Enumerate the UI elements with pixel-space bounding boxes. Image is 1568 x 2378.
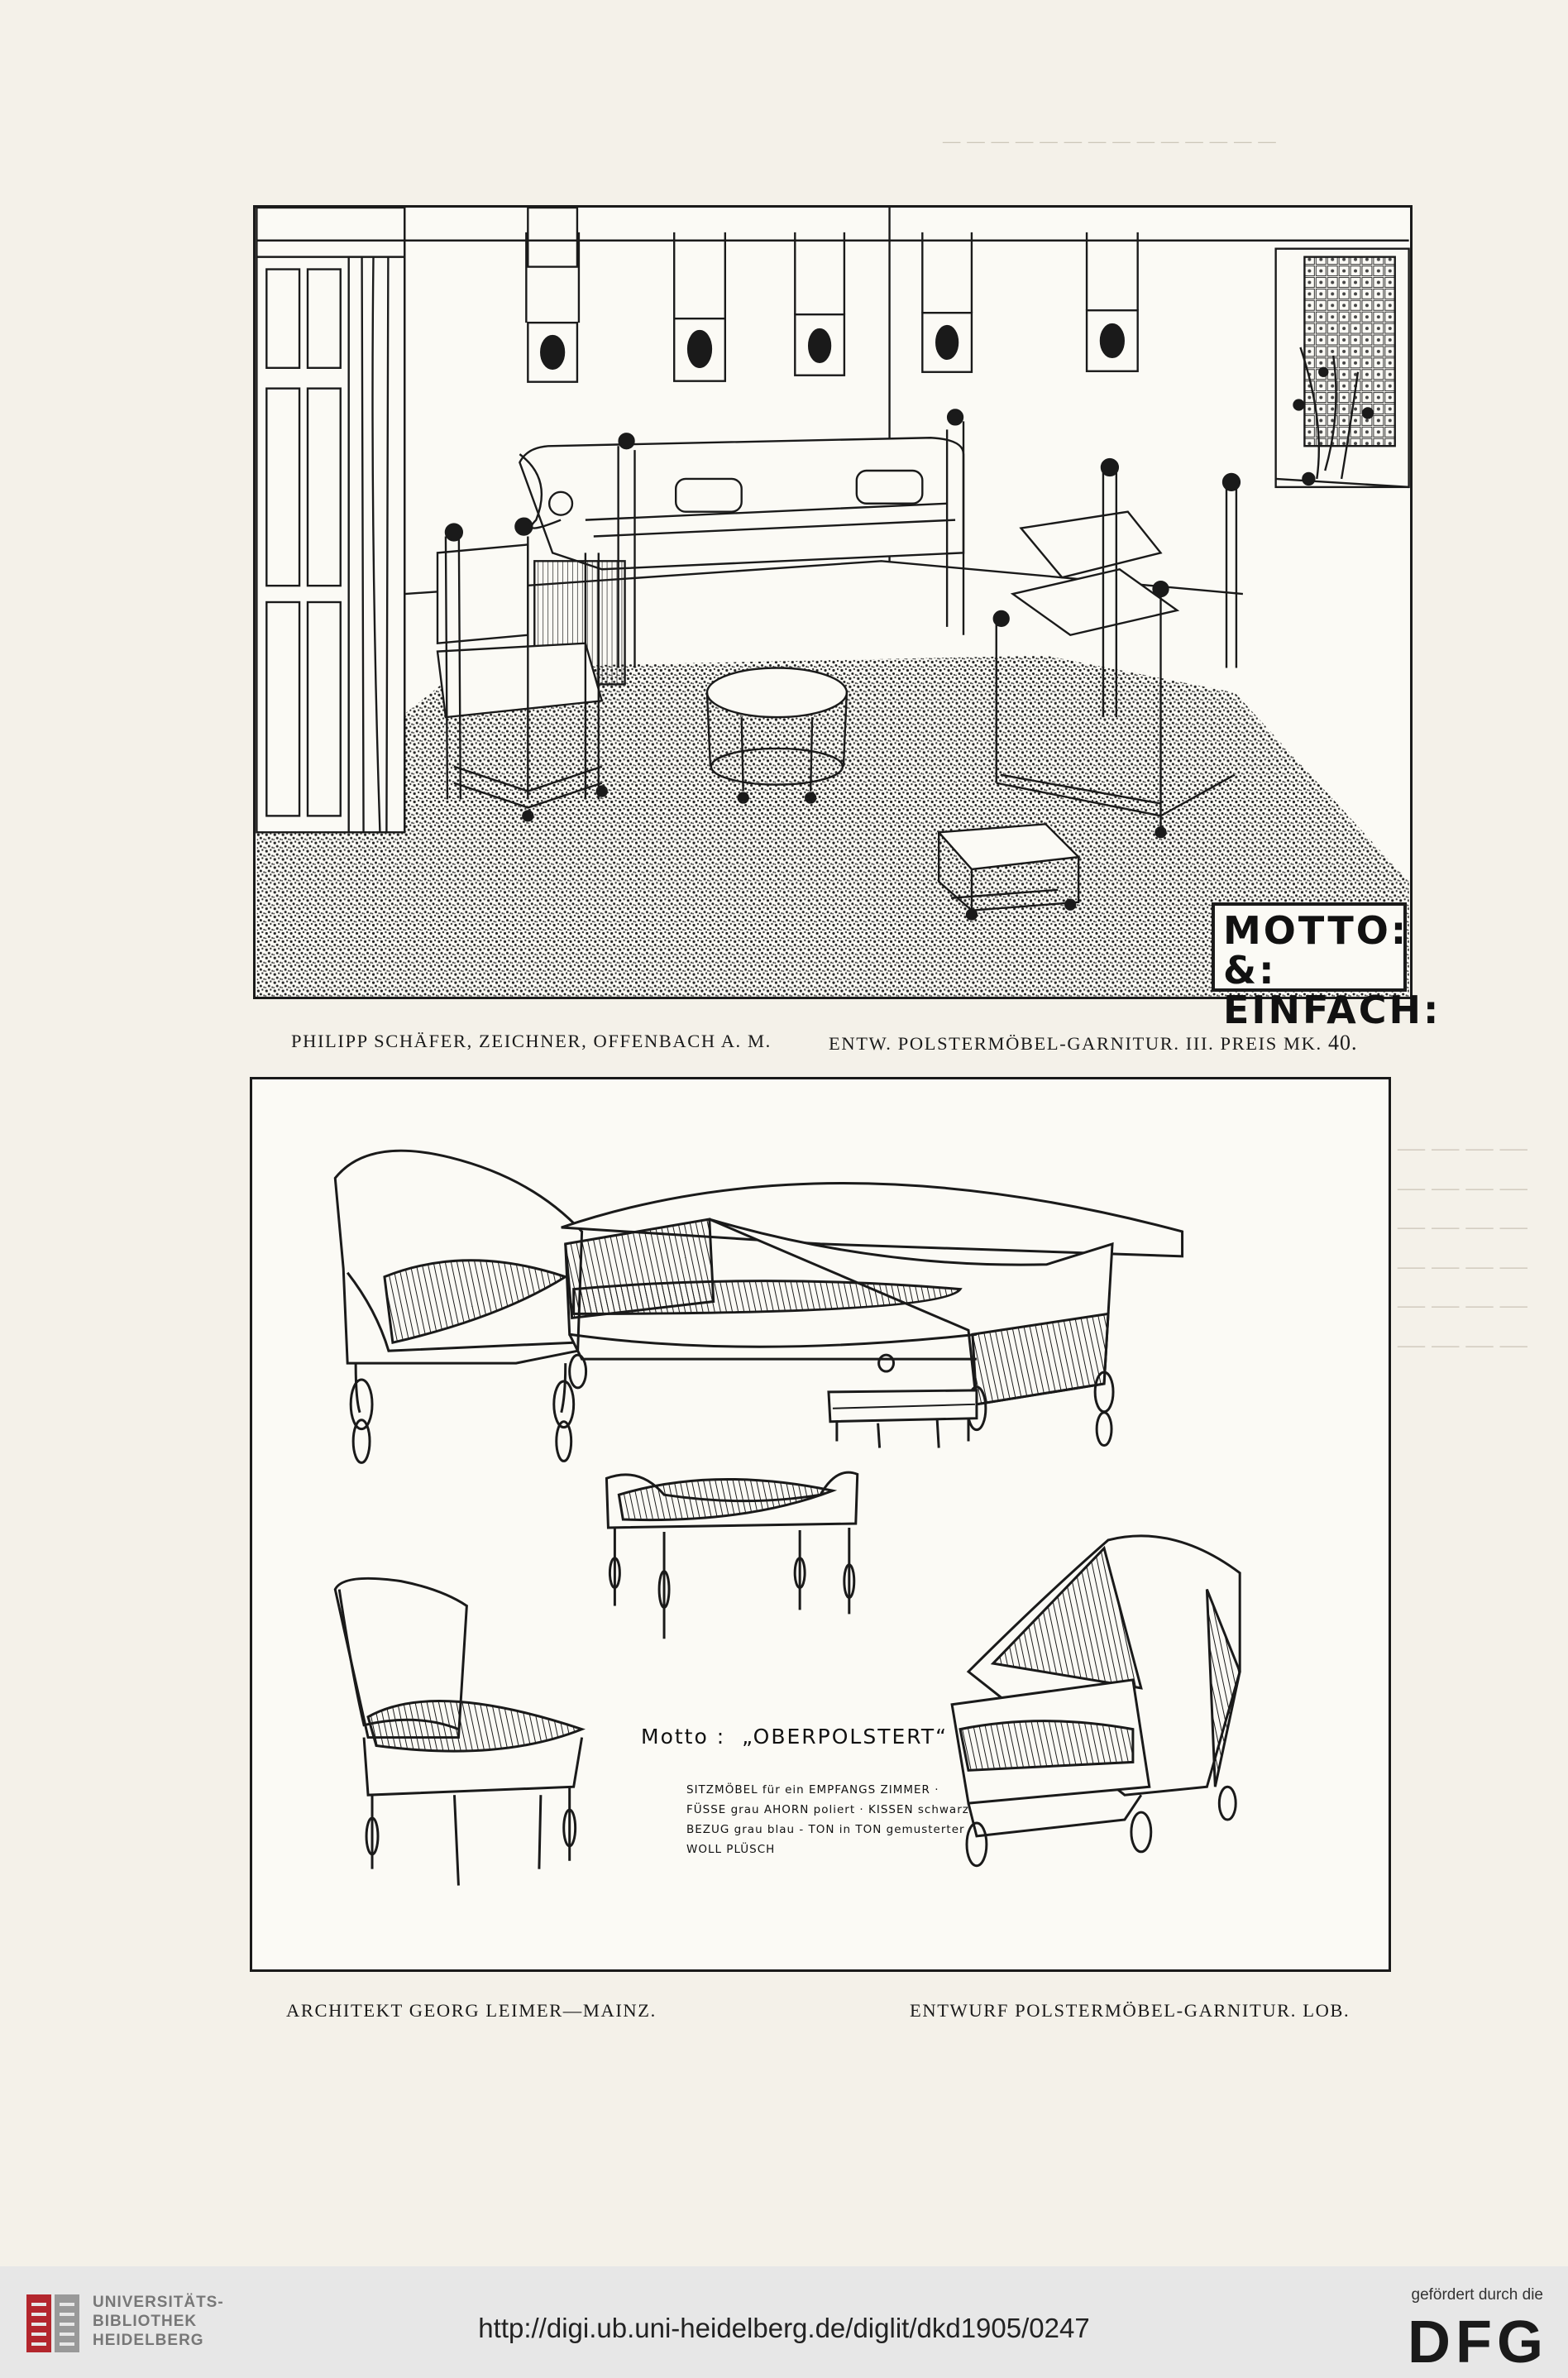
note-line: SITZMÖBEL für ein EMPFANGS ZIMMER ·: [686, 1783, 939, 1797]
institution-line: HEIDELBERG: [93, 2332, 204, 2349]
institution-line: BIBLIOTHEK: [93, 2313, 198, 2330]
permalink-url[interactable]: http://digi.ub.uni-heidelberg.de/diglit/dkd1905/0247: [478, 2313, 1090, 2343]
plate2-caption-left: [286, 2000, 657, 2022]
bleed-through-header: — — — — — — — — — — — — — —: [943, 131, 1277, 152]
plate-living-room-drawing: [253, 205, 1441, 1032]
caption-designer: PHILIPP SCHÄFER, ZEICHNER, OFFENBACH A. M.: [291, 1031, 772, 1051]
motto-value: „OBERPOLSTERT“: [742, 1725, 949, 1749]
motto-label: Motto :: [641, 1725, 726, 1749]
plate-furniture-set-drawing: [250, 1077, 1391, 1972]
bleed-through-column: — — — — — — — — — — — — — — — — — — — — — — — —: [1398, 1133, 1527, 1360]
plate1-caption-left: [291, 1031, 772, 1052]
institution-line: UNIVERSITÄTS-: [93, 2294, 224, 2311]
dfg-logo: DFG: [1408, 2309, 1548, 2376]
caption-price: 40.: [1327, 1031, 1358, 1055]
motto-handwritten-note: [641, 1725, 1071, 1859]
caption-architect: ARCHITEKT GEORG LEIMER—MAINZ.: [286, 2000, 657, 2021]
caption-title-prize: ENTW. POLSTERMÖBEL-GARNITUR. III. PREIS MK.: [829, 1033, 1322, 1054]
plate1-caption-right: [829, 1031, 1357, 1055]
living-room-illustration: [256, 208, 1410, 997]
footer-bar: [0, 2266, 1568, 2378]
note-line: BEZUG grau blau - TON in TON gemusterter: [686, 1823, 965, 1836]
motto-einfach-box: [1212, 902, 1441, 1032]
note-line: WOLL PLÜSCH: [686, 1843, 776, 1856]
plate2-caption-right: [910, 2000, 1350, 2022]
note-line: FÜSSE grau AHORN poliert · KISSEN schwarz: [686, 1803, 969, 1816]
motto-line-1: MOTTO: &:: [1223, 908, 1409, 993]
caption-title-award: ENTWURF POLSTERMÖBEL-GARNITUR. LOB.: [910, 2000, 1350, 2021]
funded-by-label: gefördert durch die: [1411, 2286, 1543, 2304]
motto-line-2: EINFACH:: [1223, 988, 1441, 1032]
